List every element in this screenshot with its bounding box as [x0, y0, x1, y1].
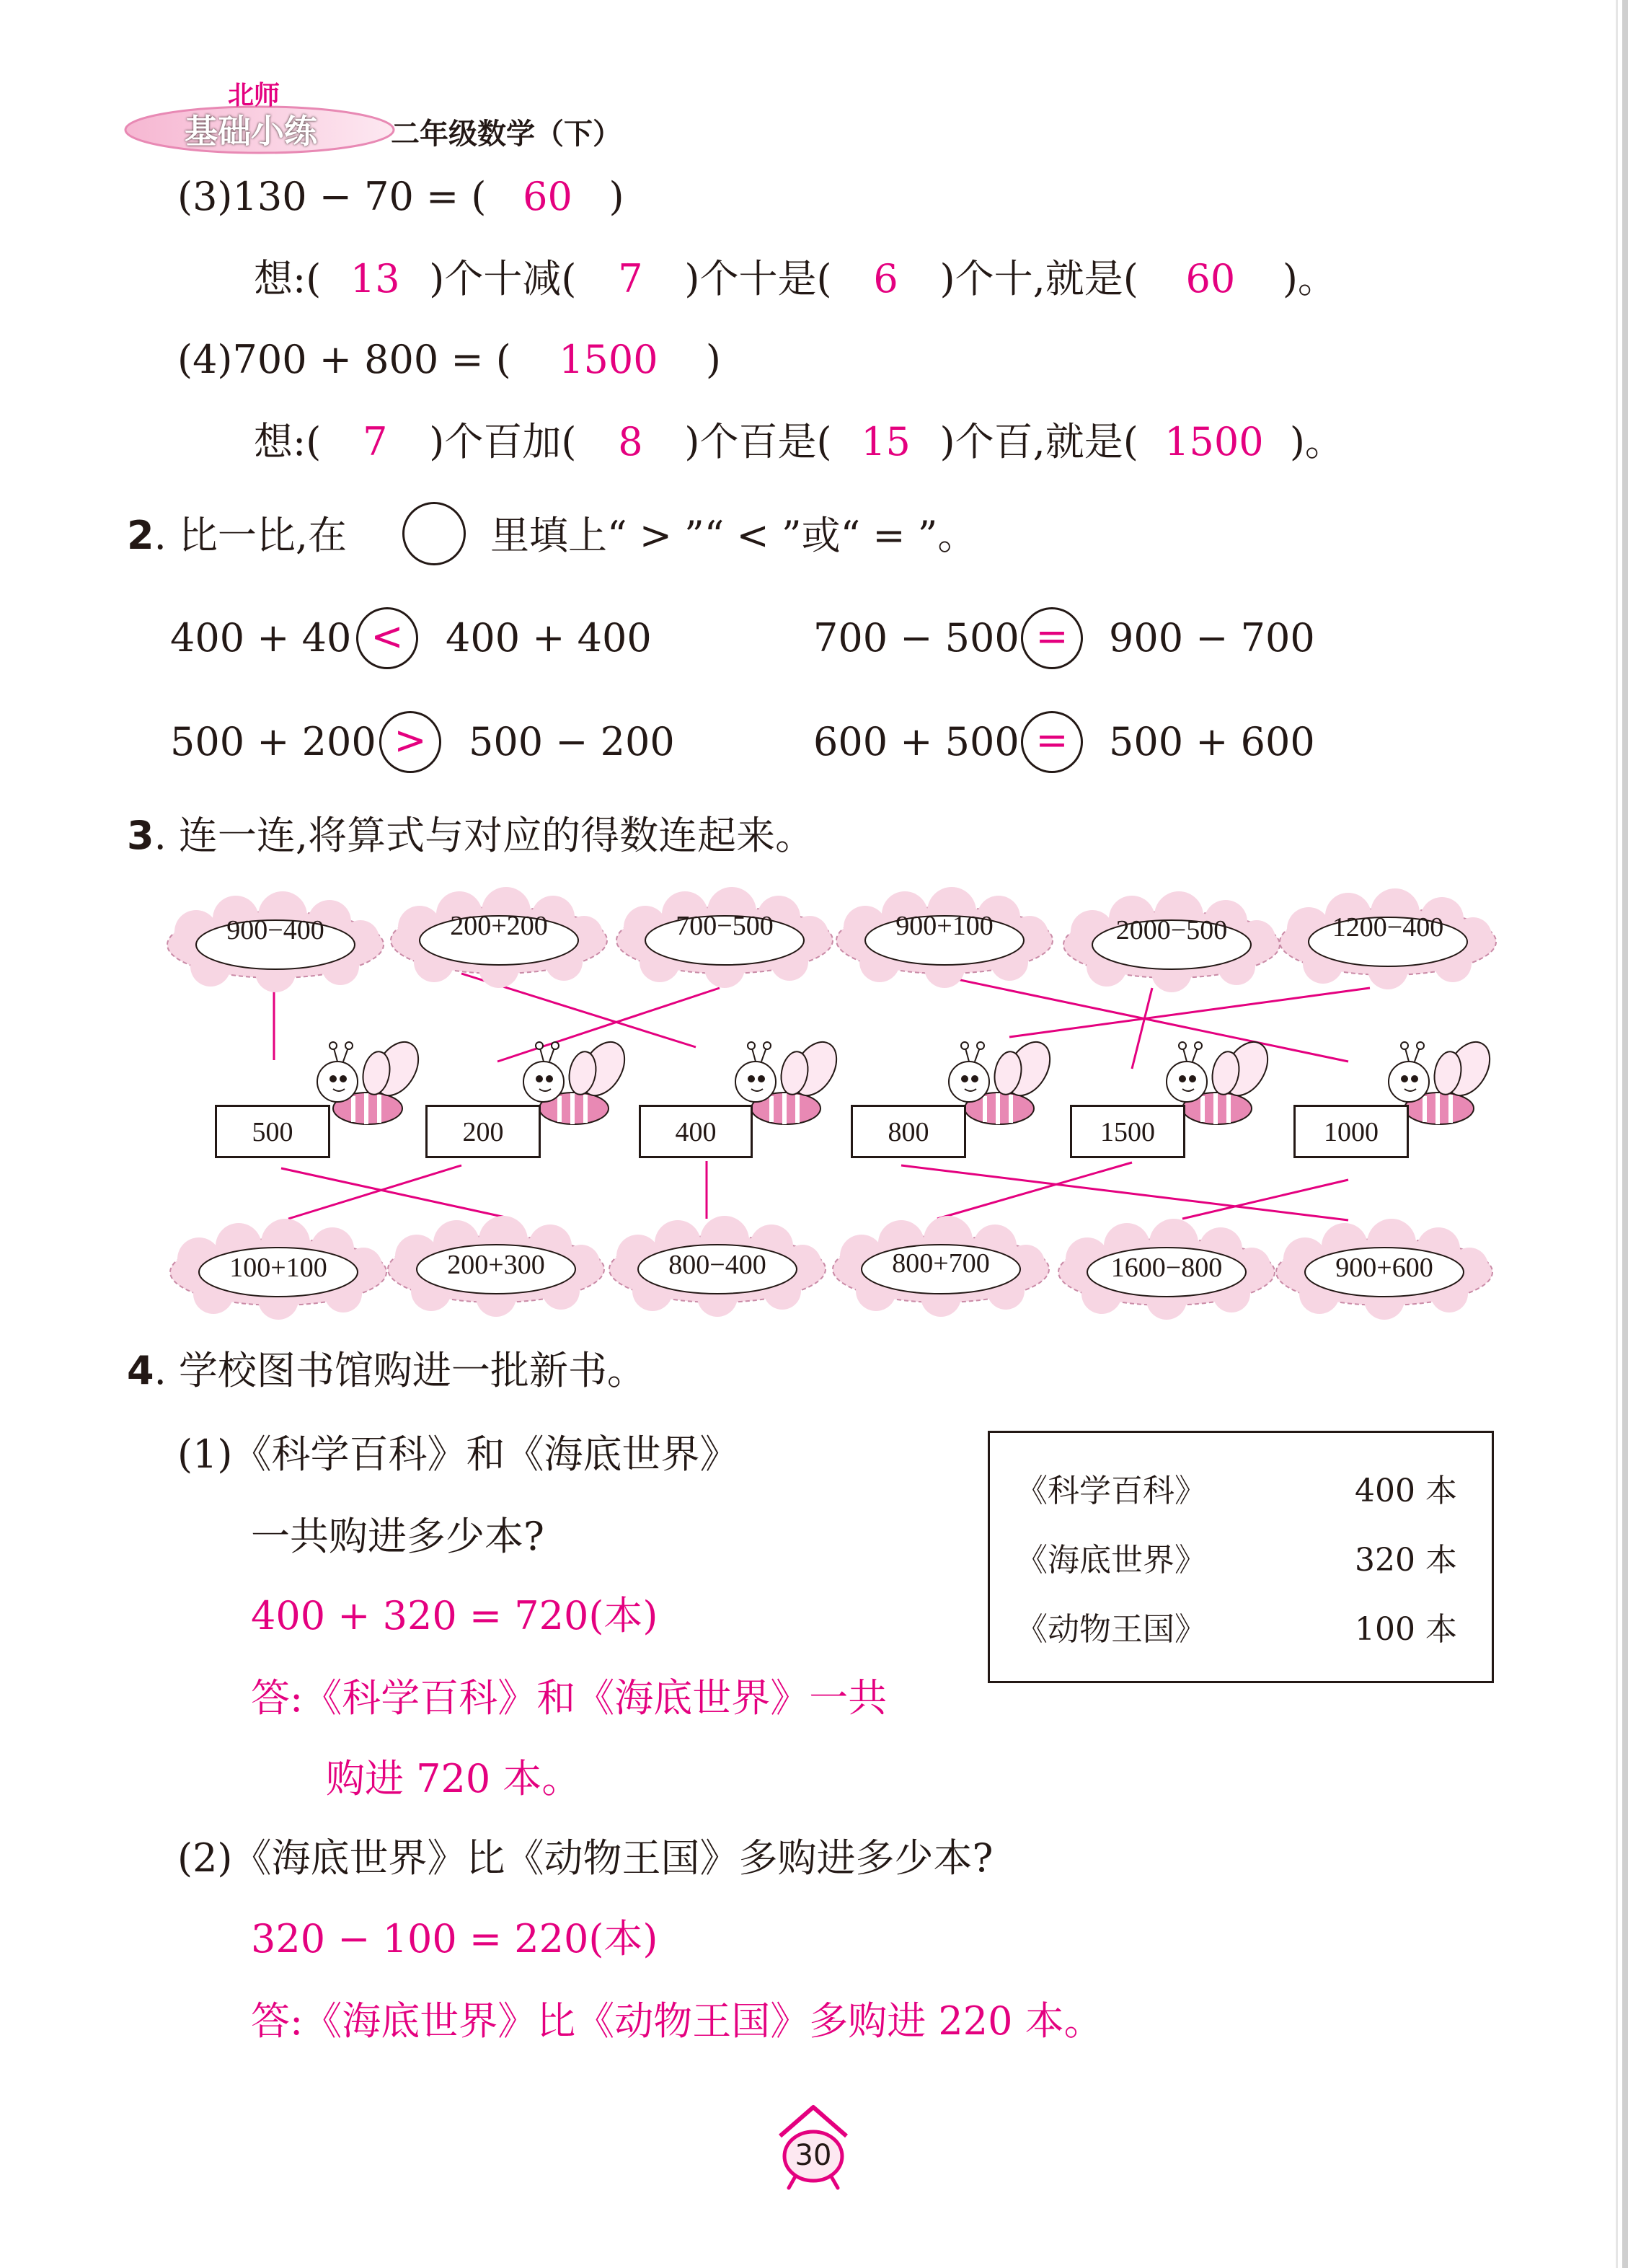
q3-num: 3: [127, 813, 154, 858]
book-name: 《科学百科》: [1016, 1473, 1206, 1509]
q4-p2-equation: 320 − 100 = 220(本): [251, 1916, 658, 1962]
q2-right: 400 + 400: [446, 615, 652, 661]
q1-p3-a: 13: [350, 256, 400, 301]
match-line: [901, 1165, 1348, 1220]
q1-p4-a: 7: [363, 419, 388, 464]
think-text: )。: [1282, 256, 1337, 301]
top-expr[interactable]: 1200−400: [1332, 912, 1444, 943]
q1-p4-b: 8: [618, 419, 643, 464]
think-text: )个百加(: [429, 419, 577, 464]
q1-p4-line: [177, 335, 721, 385]
q2-sign[interactable]: =: [1021, 607, 1083, 669]
q1-p3-c: 6: [873, 256, 898, 301]
q2-sign[interactable]: <: [356, 607, 418, 669]
q1-p4-c: 15: [861, 419, 911, 464]
top-expr[interactable]: 900−400: [226, 915, 324, 945]
q2-text-a: . 比一比,在: [154, 513, 348, 558]
q1-p3-think: [254, 254, 1337, 304]
q2-text-b: 里填上“ > ”“ < ”或“ = ”。: [490, 513, 977, 558]
q3-title: [127, 811, 814, 861]
match-line: [1182, 1180, 1348, 1219]
match-line: [1009, 988, 1370, 1037]
q3-text: . 连一连,将算式与对应的得数连起来。: [154, 813, 815, 858]
brand-main: 基础小练: [185, 112, 317, 151]
book-table: [988, 1431, 1494, 1683]
q2-right: 900 − 700: [1109, 615, 1315, 661]
q2-sign[interactable]: =: [1021, 711, 1083, 773]
q1-p3-num: (3): [177, 174, 233, 219]
result-box[interactable]: 800: [851, 1105, 966, 1158]
book-count: 400 本: [1355, 1473, 1457, 1509]
top-expr[interactable]: 2000−500: [1115, 915, 1228, 945]
q1-p3-expr: 130 − 70 = (: [232, 174, 487, 219]
bottom-expr[interactable]: 900+600: [1335, 1253, 1433, 1283]
think-text: )个百,就是(: [939, 419, 1138, 464]
top-expr[interactable]: 700−500: [676, 911, 774, 941]
bee-icon: [317, 1034, 428, 1124]
q2-right: 500 − 200: [469, 719, 675, 764]
q2-left: 400 + 40: [170, 615, 352, 661]
think-text: )个十,就是(: [939, 256, 1138, 301]
q1-p4-num: (4): [177, 337, 233, 382]
think-text: )个十减(: [429, 256, 577, 301]
q1-p3-close: ): [609, 174, 624, 219]
think-text: )个百是(: [684, 419, 832, 464]
q1-p4-close: ): [705, 337, 721, 382]
q4-p1-question-2: 一共购进多少本?: [251, 1514, 544, 1559]
think-label: 想:(: [254, 419, 322, 464]
q1-p4-d: 1500: [1164, 419, 1264, 464]
result-box[interactable]: 400: [639, 1105, 753, 1158]
q2-left: 500 + 200: [170, 719, 376, 764]
q1-p3-answer: 60: [523, 174, 572, 219]
q2-sign[interactable]: >: [379, 711, 441, 773]
result-box[interactable]: 1500: [1070, 1105, 1185, 1158]
q4-title: [127, 1346, 646, 1396]
top-expr[interactable]: 200+200: [450, 911, 548, 941]
result-box[interactable]: 500: [215, 1105, 330, 1158]
q2-left: 700 − 500: [813, 615, 1019, 661]
bottom-expr[interactable]: 800+700: [892, 1248, 990, 1279]
header-subtitle: 二年级数学（下）: [391, 118, 621, 151]
think-text: )个十是(: [684, 256, 832, 301]
q1-p4-answer: 1500: [559, 337, 658, 382]
result-box[interactable]: 1000: [1293, 1105, 1409, 1158]
q4-p2-answer: 答:《海底世界》比《动物王国》多购进 220 本。: [251, 1998, 1103, 2044]
q4-p2-question: (2)《海底世界》比《动物王国》多购进多少本?: [177, 1835, 994, 1881]
bottom-expr[interactable]: 1600−800: [1110, 1253, 1223, 1283]
q1-p4-expr: 700 + 800 = (: [232, 337, 511, 382]
book-count: 100 本: [1355, 1611, 1457, 1648]
q1-p3-line: [177, 172, 624, 222]
book-count: 320 本: [1355, 1542, 1457, 1579]
q4-p1-answer: 答:《科学百科》和《海底世界》一共: [251, 1675, 888, 1721]
q1-p3-b: 7: [618, 256, 643, 301]
match-line: [1132, 988, 1152, 1069]
q4-num: 4: [127, 1348, 154, 1393]
q1-p4-think: [254, 417, 1344, 467]
q2-right: 500 + 600: [1109, 719, 1315, 764]
book-name: 《动物王国》: [1016, 1611, 1206, 1648]
top-expr[interactable]: 900+100: [895, 911, 994, 941]
match-line: [288, 1165, 461, 1219]
q2-circle-icon: [402, 502, 466, 565]
q2-num: 2: [127, 513, 154, 558]
q4-p1-answer-2: 购进 720 本。: [326, 1756, 581, 1801]
q4-text: . 学校图书馆购进一批新书。: [154, 1348, 646, 1393]
q2-left: 600 + 500: [813, 719, 1019, 764]
result-box[interactable]: 200: [425, 1105, 541, 1158]
q4-p1-equation: 400 + 320 = 720(本): [251, 1593, 658, 1638]
book-name: 《海底世界》: [1016, 1542, 1206, 1579]
think-text: )。: [1289, 419, 1344, 464]
page-number: 30: [795, 2139, 832, 2172]
bottom-expr[interactable]: 800−400: [668, 1250, 766, 1280]
bottom-expr[interactable]: 200+300: [447, 1250, 545, 1280]
q1-p3-d: 60: [1185, 256, 1236, 301]
q2-title: [127, 511, 347, 561]
think-label: 想:(: [254, 256, 322, 301]
q4-p1-question: (1)《科学百科》和《海底世界》: [177, 1431, 739, 1477]
bottom-expr[interactable]: 100+100: [229, 1253, 327, 1283]
brand-top: 北师: [228, 80, 280, 110]
